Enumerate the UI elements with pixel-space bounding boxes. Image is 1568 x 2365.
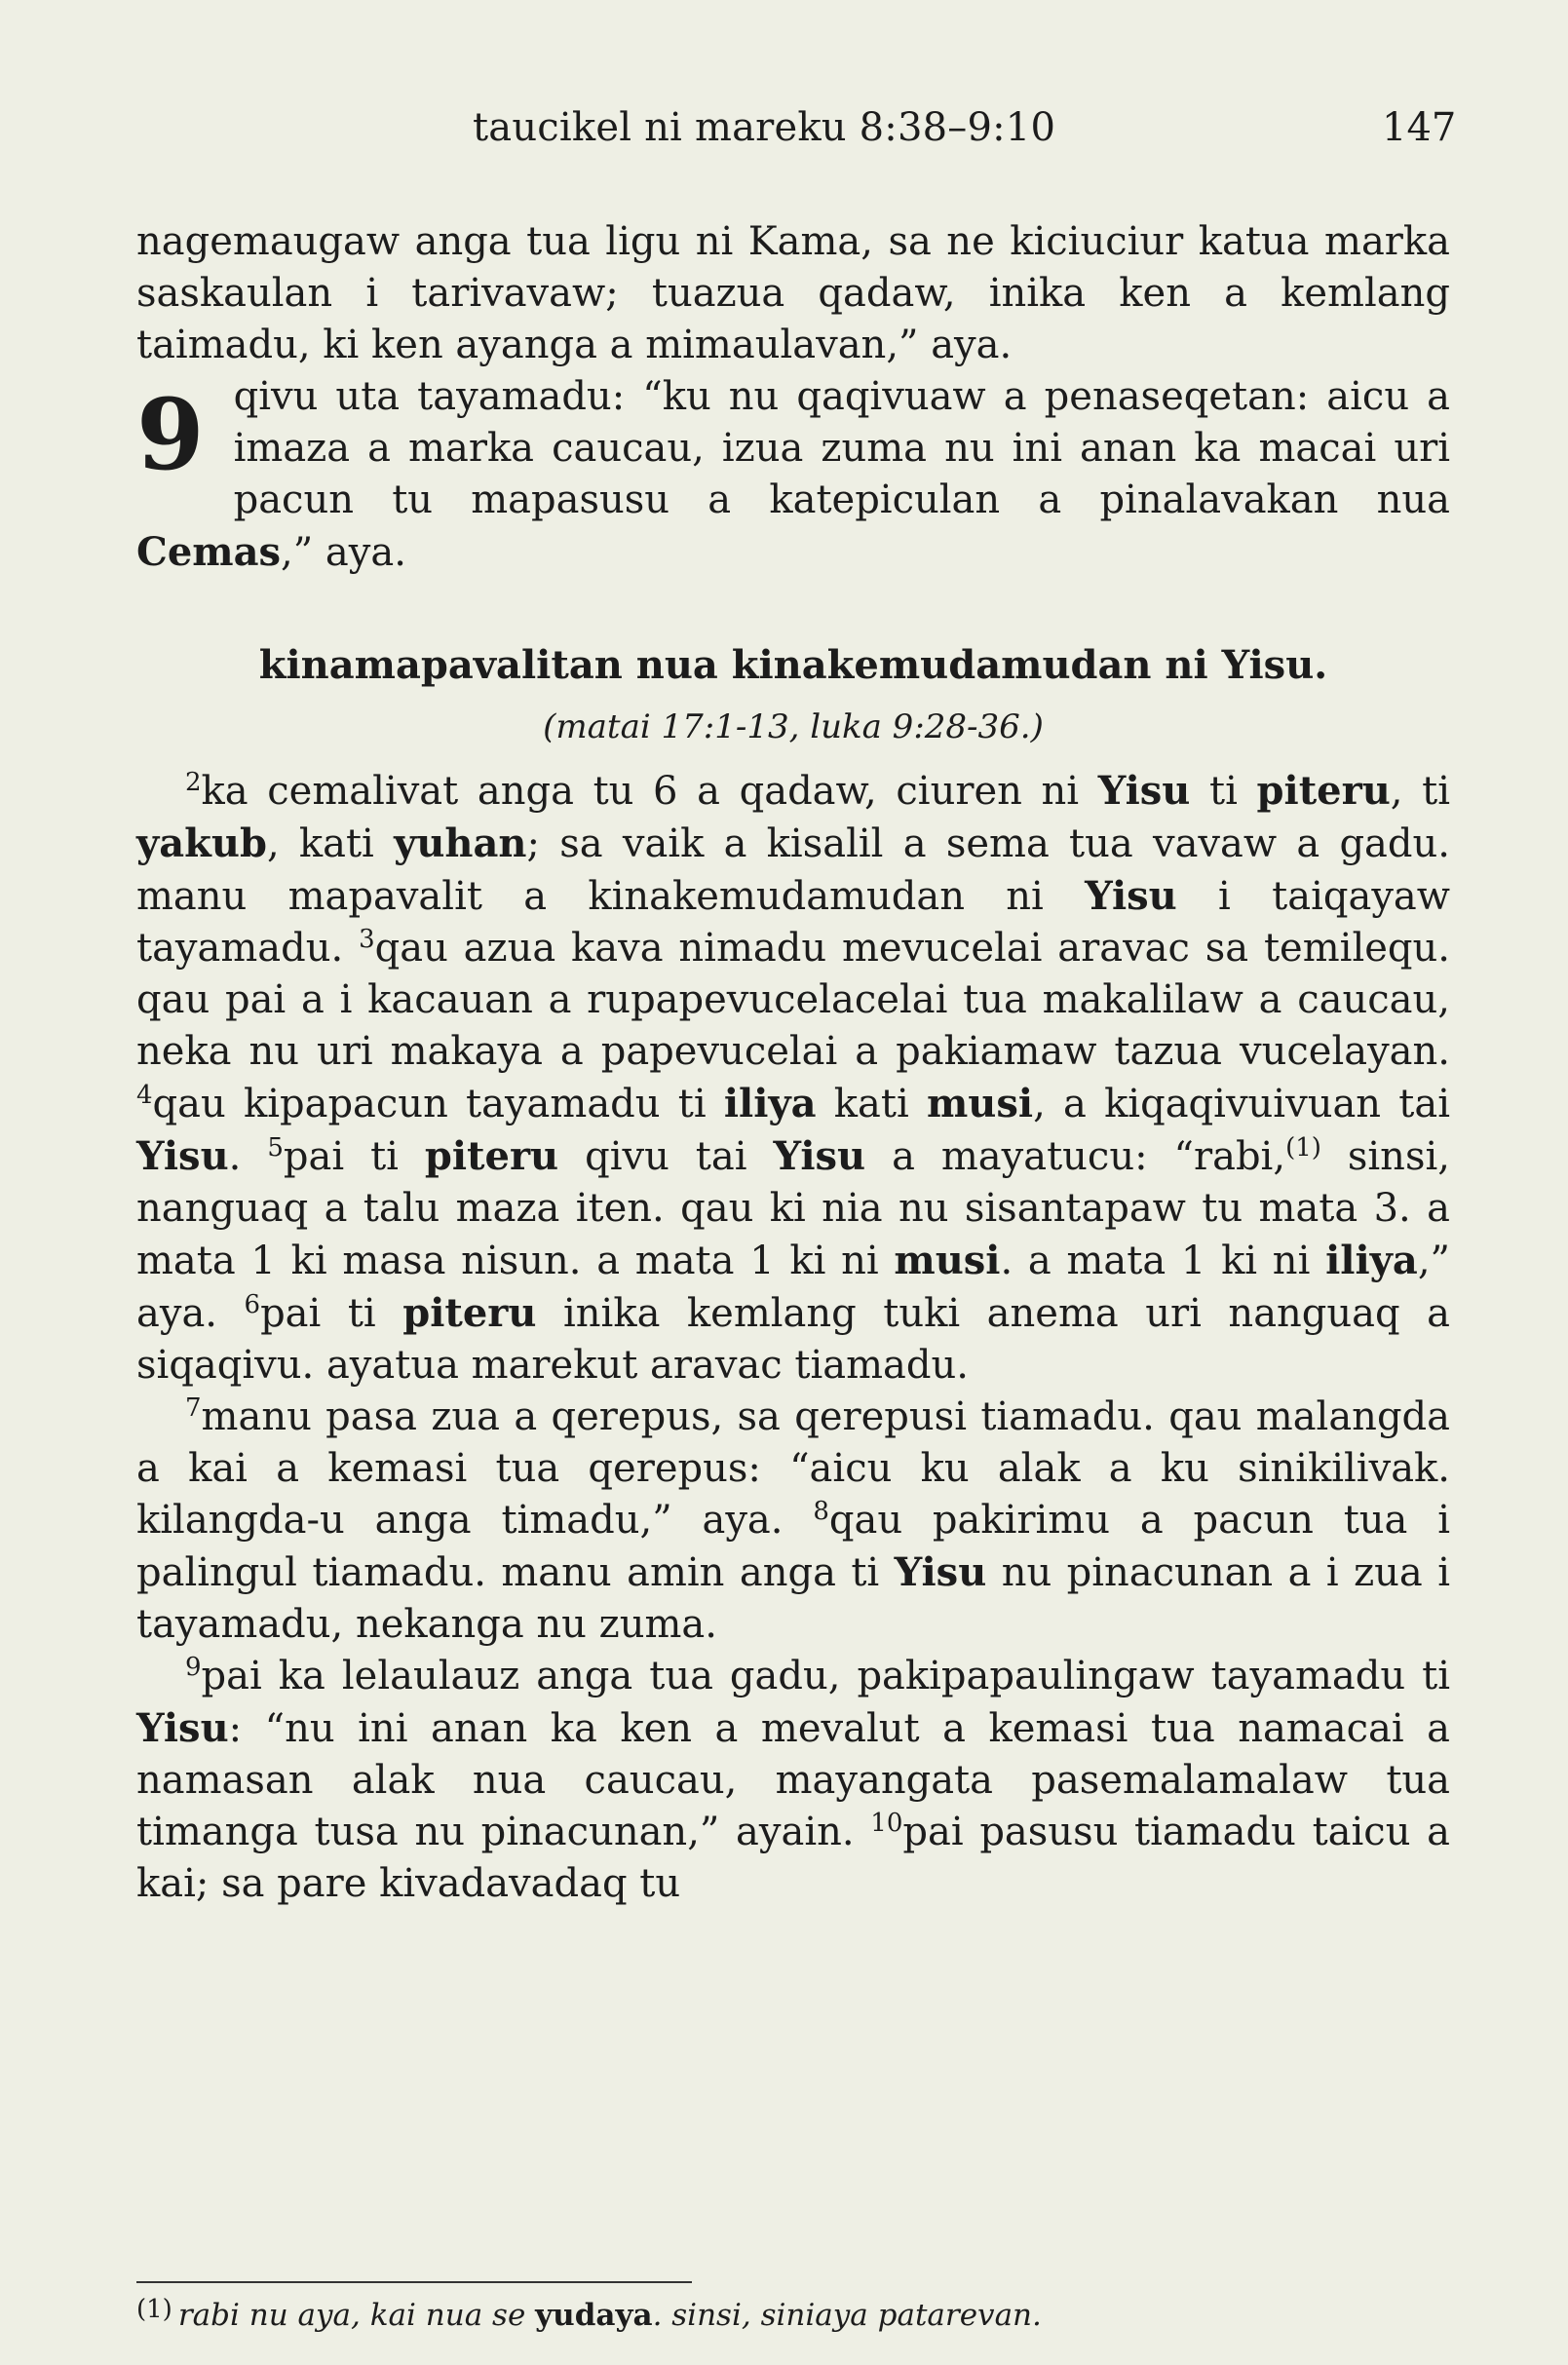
- page-header: [0, 105, 1568, 164]
- page-body: [136, 216, 1450, 1910]
- verse-number: 5: [267, 1133, 284, 1163]
- footnote-mark: (1): [136, 2295, 172, 2324]
- section-heading: kinamapavalitan nua kinakemudamudan ni Yisu.: [258, 642, 1328, 688]
- verses-2-6-paragraph: $^2$ka cemalivat anga tu 6 a qadaw, ciuren ni Yisu ti piteru, ti yakub, kati yuhan; sa vaik a kisalil a sema tua vavaw a gadu. manu mapavalit a kinakemudamudan ni Yisu i taiqayaw tayamadu. $^3$qau azua kava nimadu mevucelai aravac sa temilequ. qau pai a i kacauan a rupapevucelacelai tua makalilaw a caucau, neka nu uri makaya a papevucelai a pakiamaw tazua vucelayan. $^4$qau kipapacun tayamadu ti iliya kati musi, a kiqaqivuivuan tai Yisu. $^5$pai ti piteru qivu tai Yisu a mayatucu: “rabi,$^{(1)}$ sinsi, nanguaq a talu maza iten. qau ki nia nu sisantapaw tu mata 3. a mata 1 ki masa nisun. a mata 1 ki ni musi. a mata 1 ki ni iliya,” aya. $^6$pai ti piteru inika kemlang tuki anema uri nanguaq a siqaqivu. ayatua marekut aravac tiamadu.: [136, 768, 1451, 1388]
- verse-number: 4: [136, 1081, 153, 1110]
- chapter-text: qivu uta tayamadu: “ku nu qaqivuaw a penaseqetan: aicu a imaza a marka caucau, izua zuma nu ini anan ka macai uri pacun tu mapasusu a katepiculan a pinalavakan nua: [233, 374, 1450, 522]
- footnote-divider: [136, 2281, 692, 2283]
- chapter-number: 9: [136, 377, 205, 492]
- footnote: $^{(1)}$ rabi nu aya, kai nua se yudaya. sinsi, siniaya patarevan.: [136, 2295, 1042, 2333]
- name-cemas: Cemas: [136, 529, 282, 575]
- verse-number: 3: [359, 925, 375, 954]
- running-title: taucikel ni mareku 8:38–9:10: [473, 105, 1056, 150]
- cross-reference: (matai 17:1-13, luka 9:28-36.): [543, 707, 1044, 746]
- verse-number: 8: [813, 1497, 829, 1526]
- chapter-9-paragraph: [136, 371, 1450, 579]
- chapter-text-end: ,” aya.: [281, 530, 406, 575]
- verse-number: 9: [185, 1653, 202, 1682]
- page-number: 147: [1382, 105, 1457, 150]
- verse-number: 10: [870, 1809, 903, 1838]
- paragraph-continuation: nagemaugaw anga tua ligu ni Kama, sa ne kiciuciur katua marka saskaulan i tarivavaw; tuazua qadaw, inika ken a kemlang taimadu, ki ken ayanga a mimaulavan,” aya.: [136, 219, 1450, 367]
- footnote-marker[interactable]: (1): [1285, 1133, 1321, 1163]
- verses-9-10-paragraph: $^9$pai ka lelaulauz anga tua gadu, pakipapaulingaw tayamadu ti Yisu: “nu ini anan ka ken a mevalut a kemasi tua namacai a namasan alak nua caucau, mayangata pasemalamalaw tua timanga tusa nu pinacunan,” ayain. $^{10}$pai pasusu tiamadu taicu a kai; sa pare kivadavadaq tu: [136, 1653, 1450, 1906]
- verse-number: 6: [244, 1290, 261, 1319]
- verse-number: 7: [185, 1393, 202, 1423]
- verse-number: 2: [185, 768, 202, 797]
- verses-7-8-paragraph: $^7$manu pasa zua a qerepus, sa qerepusi tiamadu. qau malangda a kai a kemasi tua qerepus: “aicu ku alak a ku sinikilivak. kilangda-u anga timadu,” aya. $^8$qau pakirimu a pacun tua i palingul tiamadu. manu amin anga ti Yisu nu pinacunan a i zua i tayamadu, nekanga nu zuma.: [136, 1393, 1450, 1647]
